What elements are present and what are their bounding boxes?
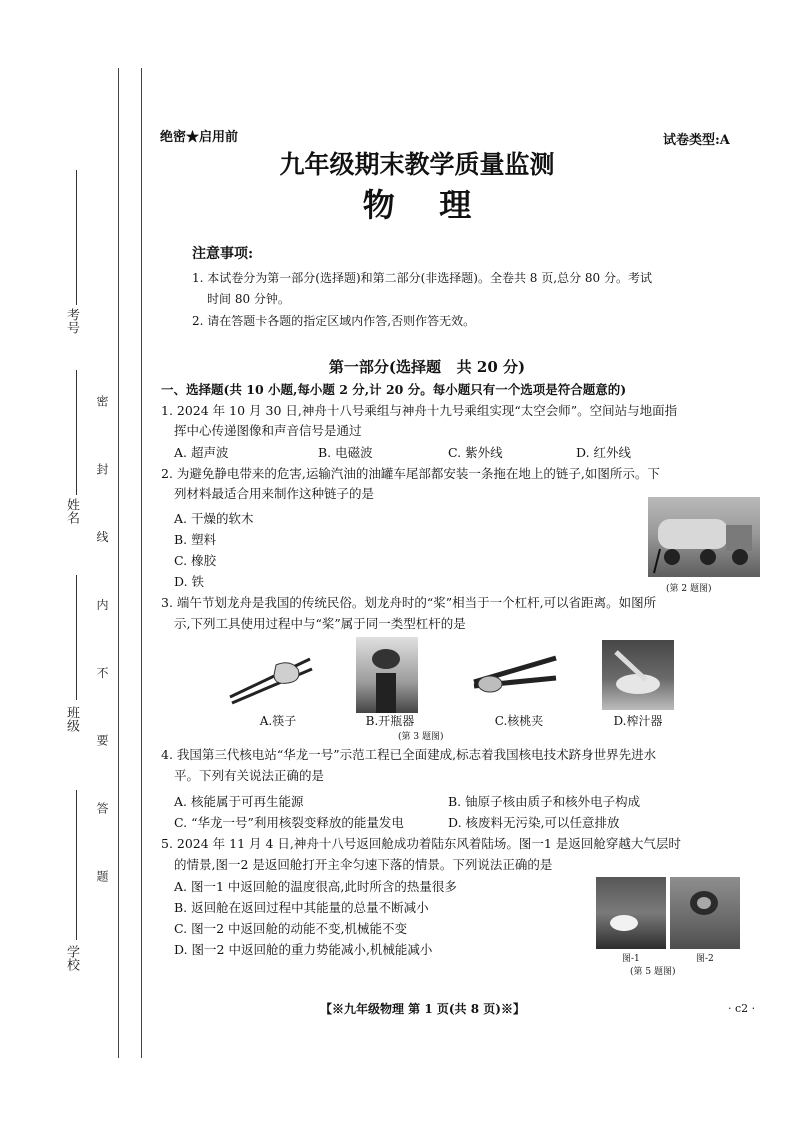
section-heading: 一、选择题(共 10 小题,每小题 2 分,计 20 分。每小题只有一个选项是符合题意的) [161, 382, 627, 397]
q1-option-c: C. 紫外线 [448, 445, 503, 460]
confidential-label: 绝密★启用前 [160, 130, 239, 145]
q5-option-d: D. 图一2 中返回舱的重力势能减小,机械能减小 [174, 942, 433, 957]
q4-option-c: C. “华龙一号”利用核裂变释放的能量发电 [174, 815, 404, 830]
q5-fig1-label: 图-1 [622, 954, 640, 964]
q2-option-c: C. 橡胶 [174, 553, 217, 568]
q4-stem-line1: 4. 我国第三代核电站“华龙一号”示范工程已全面建成,标志着我国核电技术跻身世界先进水 [161, 747, 657, 762]
q4-option-b: B. 铀原子核由质子和核外电子构成 [448, 794, 641, 809]
tanker-truck-photo [648, 497, 760, 577]
q5-option-c: C. 图一2 中返回舱的动能不变,机械能不变 [174, 921, 407, 936]
page-footer: 【※九年级物理 第 1 页(共 8 页)※】 [320, 1002, 525, 1016]
q2-option-b: B. 塑料 [174, 532, 217, 547]
paper-type: 试卷类型:A [663, 133, 730, 148]
notice-item1-line2: 时间 80 分钟。 [207, 292, 290, 306]
q5-fig2-label: 图-2 [696, 954, 714, 964]
q2-figure-caption: (第 2 题图) [666, 584, 712, 594]
name-label: 姓名 [64, 498, 79, 524]
q2-option-d: D. 铁 [174, 574, 205, 589]
q3-option-a: A.筷子 [259, 714, 297, 728]
q5-option-a: A. 图一1 中返回舱的温度很高,此时所含的热量很多 [174, 879, 457, 894]
q2-stem-line1: 2. 为避免静电带来的危害,运输汽油的油罐车尾部都安装一条拖在地上的链子,如图所示。下 [161, 466, 660, 481]
school-label: 学校 [64, 945, 79, 971]
q5-figure-caption: (第 5 题图) [630, 967, 676, 977]
q5-stem-line2: 的情景,图一2 是返回舱打开主伞匀速下落的情景。下列说法正确的是 [174, 857, 553, 872]
q1-stem-line2: 挥中心传递图像和声音信号是通过 [174, 423, 362, 438]
q3-option-b: B.开瓶器 [365, 714, 415, 728]
seal-line-text: 密 封 线 内 不 要 答 题 [95, 395, 109, 908]
q5-option-b: B. 返回舱在返回过程中其能量的总量不断减小 [174, 900, 429, 915]
q4-option-a: A. 核能属于可再生能源 [174, 794, 304, 809]
notice-item1-line1: 1. 本试卷分为第一部分(选择题)和第二部分(非选择题)。全卷共 8 页,总分 80 分。考试 [192, 271, 652, 285]
parachute-capsule-photo [670, 877, 740, 949]
name-underline [76, 370, 77, 495]
notice-heading: 注意事项: [192, 246, 254, 262]
q3-figure-caption: (第 3 题图) [398, 732, 444, 742]
q5-stem-line1: 5. 2024 年 11 月 4 日,神舟十八号返回舱成功着陆东风着陆场。图一1 是返回舱穿越大气层时 [161, 836, 681, 851]
subject-title: 物 理 [362, 186, 472, 224]
q3-option-d: D.榨汁器 [613, 714, 663, 728]
bottle-opener-photo [356, 637, 418, 713]
q3-option-c: C.核桃夹 [494, 714, 544, 728]
q2-option-a: A. 干燥的软木 [174, 511, 254, 526]
nutcracker-image [470, 648, 560, 706]
q1-option-d: D. 红外线 [576, 445, 632, 460]
chopsticks-image [226, 645, 314, 705]
school-underline [76, 790, 77, 940]
juicer-photo [602, 640, 674, 710]
q4-option-d: D. 核废料无污染,可以任意排放 [448, 815, 620, 830]
class-underline [76, 575, 77, 700]
q1-option-a: A. 超声波 [174, 445, 229, 460]
exam-title: 九年级期末教学质量监测 [279, 150, 555, 179]
page-mark: · c2 · [728, 1002, 756, 1015]
q2-stem-line2: 列材料最适合用来制作这种链子的是 [174, 486, 375, 501]
q4-stem-line2: 平。下列有关说法正确的是 [174, 768, 325, 783]
reentry-capsule-photo [596, 877, 666, 949]
part1-title: 第一部分(选择题 共 20 分) [328, 358, 526, 376]
notice-item2: 2. 请在答题卡各题的指定区域内作答,否则作答无效。 [192, 314, 476, 328]
q3-stem-line2: 示,下列工具使用过程中与“桨”属于同一类型杠杆的是 [174, 616, 466, 631]
q1-option-b: B. 电磁波 [318, 445, 373, 460]
q3-stem-line1: 3. 端午节划龙舟是我国的传统民俗。划龙舟时的“桨”相当于一个杠杆,可以省距离。如图所 [161, 595, 657, 610]
q1-stem-line1: 1. 2024 年 10 月 30 日,神舟十八号乘组与神舟十九号乘组实现“太空会师”。空间站与地面指 [161, 403, 678, 418]
class-label: 班级 [64, 706, 79, 732]
exam-no-label: 考号 [64, 308, 79, 334]
